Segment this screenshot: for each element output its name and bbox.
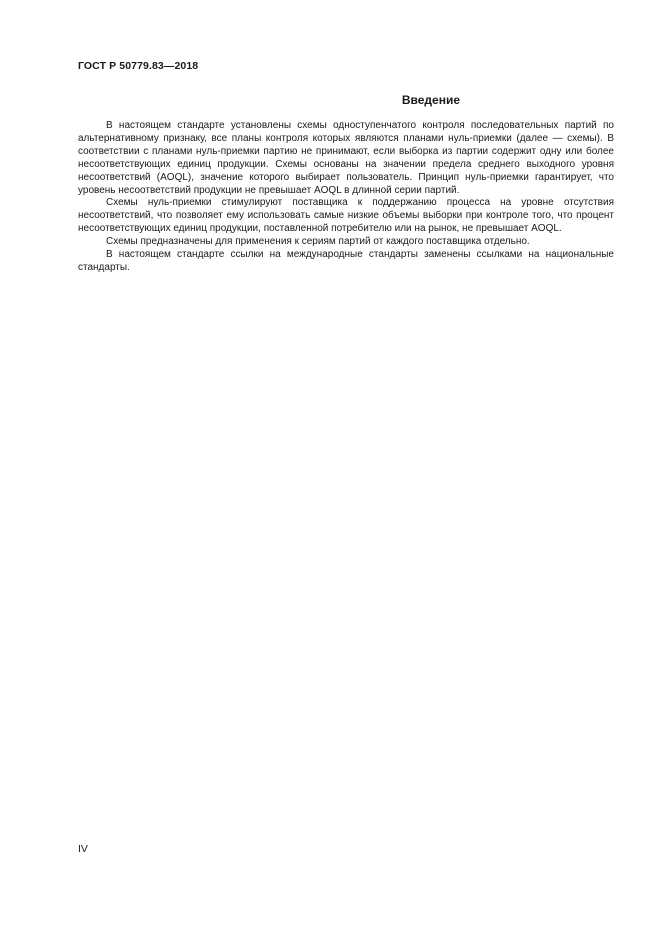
- section-title: Введение: [401, 93, 460, 107]
- paragraph-3: Схемы предназначены для применения к сериям партий от каждого поставщика отдельно.: [106, 236, 530, 248]
- page-number: IV: [78, 843, 88, 855]
- section-title-wrapper: [78, 93, 614, 107]
- paragraph-1: В настоящем стандарте установлены схемы одноступенчатого контроля последовательных партий по альтернативному признаку, все планы контроля которых являются планами нуль-приемки (далее — схемы). В соответствии с планами нуль-приемки партию не принимают, если выборка из партии содержит одну или более несоответствующих единиц продукции. Схемы основаны на значении предела среднего выходного уровня несоответствий (AOQL), значение которого выбирает пользователь. Принцип нуль-приемки гарантирует, что уровень несоответствий продукции не превышает AOQL в длинной серии партий.: [78, 120, 614, 196]
- paragraph-2: Схемы нуль-приемки стимулируют поставщика к поддержанию процесса на уровне отсутствия несоответствий, что позволяет ему использовать самые низкие объемы выборки при контроле того, что процент несоответствующих единиц продукции, поставленной потребителю или на рынок, не превышает AOQL.: [78, 197, 614, 235]
- document-code: ГОСТ Р 50779.83—2018: [78, 60, 199, 72]
- introduction-body: [78, 120, 614, 275]
- paragraph-4: В настоящем стандарте ссылки на международные стандарты заменены ссылками на национальные стандарты.: [78, 249, 614, 273]
